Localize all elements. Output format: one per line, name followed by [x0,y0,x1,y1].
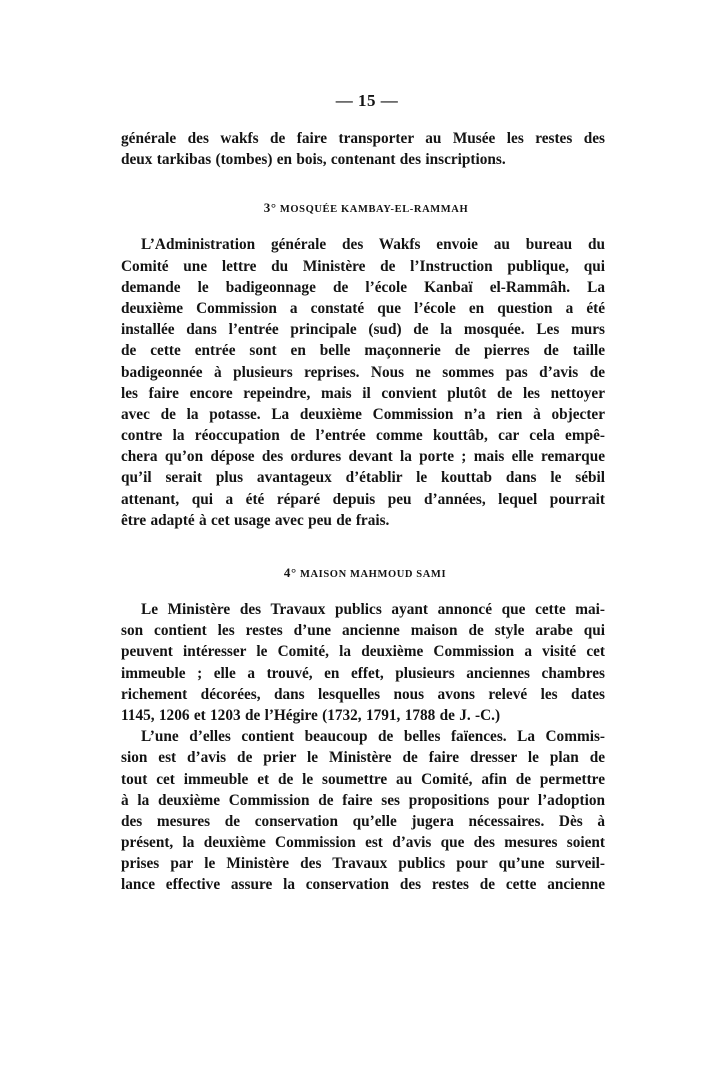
page-number: — 15 — [335,91,399,110]
text-line: des mesures de conservation qu’elle jugera nécessaires. Dès à [121,812,605,830]
text-line: chera qu’on dépose des ordures devant la porte ; mais elle remarque [121,448,605,466]
text-line: les faire encore repeindre, mais il convient plutôt de les nettoyer [121,384,605,402]
text-line: sion est d’avis de prier le Ministère de faire dresser le plan de [121,749,605,767]
text-line: avec de la potasse. La deuxième Commission n’a rien à objecter [121,405,605,423]
mosquee-paragraph [121,234,605,531]
text-line: demande le badigeonnage de l’école Kanbaï el-Rammâh. La [121,278,605,296]
text-line: présent, la deuxième Commission est d’avis que des mesures soient [121,834,605,852]
text-line: L’une d’elles contient beaucoup de belles faïences. La Commis- [141,728,605,746]
text-line: Le Ministère des Travaux publics ayant annoncé que cette mai- [141,601,605,618]
text-line: prises par le Ministère des Travaux publics pour qu’une surveil- [121,855,605,873]
text-line: contre la réoccupation de l’entrée comme kouttâb, car cela empê- [121,427,605,445]
text-line: son contient les restes d’une ancienne maison de style arabe qui [121,622,605,640]
text-line: à la deuxième Commission de faire ses propositions pour l’adoption [121,791,605,809]
text-line: tout cet immeuble et de le soumettre au Comité, afin de permettre [121,770,605,788]
text-line: deuxième Commission a constaté que l’école en question a été [121,299,605,317]
section-title: MOSQUÉE KAMBAY-EL-RAMMAH [279,204,469,216]
text-line: attenant, qui a été réparé depuis peu d’années, lequel pourrait [121,490,605,508]
text-line: richement décorées, dans lesquelles nous avons relevé les dates [121,685,605,703]
text-line: installée dans l’entrée principale (sud) de la mosquée. Les murs [121,321,605,339]
text-line: Comité une lettre du Ministère de l’Instruction publique, qui [121,257,605,275]
text-line: être adapté à cet usage avec peu de frais. [121,511,390,529]
section-heading-mosquee [127,200,605,216]
text-line: qu’il serait plus avantageux d’établir le kouttab dans le sébil [121,469,605,487]
text-line: L’Administration générale des Wakfs envoie au bureau du [141,236,605,254]
section-number: 4° [283,565,297,580]
section-number: 3° [263,200,277,216]
text-line: lance effective assure la conservation des restes de cette ancienne [121,876,605,894]
text-line: peuvent intéresser le Comité, la deuxième Commission a visité cet [121,643,605,661]
text-line: générale des wakfs de faire transporter au Musée les restes des [121,130,605,147]
intro-paragraph [121,128,605,170]
text-line: badigeonnée à plusieurs reprises. Nous ne sommes pas d’avis de [121,363,605,381]
text-line: immeuble ; elle a trouvé, en effet, plusieurs anciennes chambres [121,664,605,682]
text-line: 1145, 1206 et 1203 de l’Hégire (1732, 1791, 1788 de J. -C.) [121,706,501,724]
text-line: de cette entrée sont en belle maçonnerie de pierres de taille [121,342,605,360]
section-title: MAISON MAHMOUD SAMI [299,569,447,580]
section-heading-maison [125,565,605,581]
maison-paragraph [121,599,605,896]
document-page [121,90,605,896]
text-line: deux tarkibas (tombes) en bois, contenant des inscriptions. [121,151,506,169]
